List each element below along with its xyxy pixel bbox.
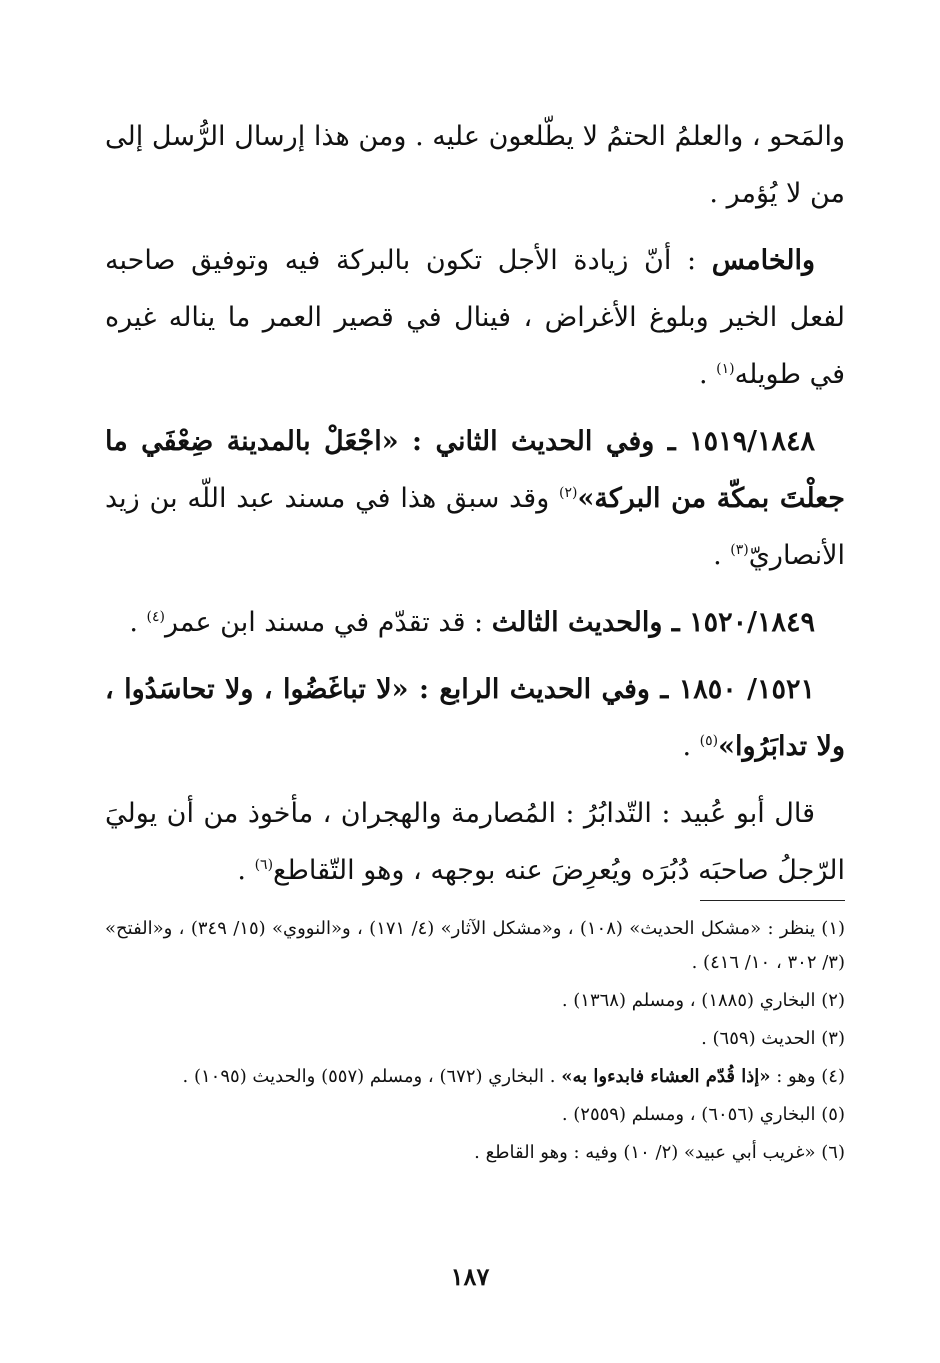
main-text: [105, 108, 845, 909]
footnote-ref-1[interactable]: (١): [716, 361, 735, 377]
paragraph-6: [105, 785, 845, 899]
hadith-1519-text: وقد سبق هذا في مسند عبد اللّه بن زيد الأنصاريّ: [105, 483, 845, 571]
footnote-ref-2[interactable]: (٢): [559, 485, 578, 501]
paragraph-5: [105, 661, 845, 775]
paragraph-3: [105, 413, 845, 584]
footnote-4: [105, 1060, 845, 1094]
paragraph-1-text: والمَحو ، والعلمُ الحتمُ لا يطّلعون عليه . ومن هذا إرسال الرُّسل إلى من لا يُؤمر .: [105, 121, 845, 209]
hadith-1519-end: .: [713, 540, 731, 571]
paragraph-2: [105, 232, 845, 403]
footnote-4-post: . البخاري (٦٧٢) ، ومسلم (٥٥٧) والحديث (١٠٩٥) .: [182, 1066, 562, 1087]
footnote-ref-5[interactable]: (٥): [699, 733, 719, 749]
footnote-2: (٢) البخاري (١٨٨٥) ، ومسلم (١٣٦٨) .: [561, 990, 845, 1011]
footnote-1: (١) ينظر : «مشكل الحديث» (١٠٨) ، و«مشكل الآثار» (٤/ ١٧١) ، و«النووي» (١٥/ ٣٤٩) ، و«الفتح» (٣/ ٣٠٢ ، ١٠/ ٤١٦) .: [105, 918, 846, 973]
hadith-1520-lead: ١٥٢٠/١٨٤٩ ـ والحديث الثالث: [491, 607, 815, 638]
page-number: ١٨٧: [450, 1262, 490, 1291]
hadith-1519-lead: ١٥١٩/١٨٤٨ ـ وفي الحديث الثاني : «اجْعَلْ بالمدينة ضِعْفَي ما جعلْتَ بمكّة من البركة»: [105, 426, 845, 514]
paragraph-1: [105, 108, 845, 222]
footnote-4-quote: «إذا قُدّم العشاء فابدءوا به»: [561, 1066, 771, 1087]
footnote-4-pre: (٤) وهو :: [770, 1066, 845, 1087]
footnote-ref-6[interactable]: (٦): [254, 857, 274, 873]
footnote-ref-4[interactable]: (٤): [146, 609, 165, 625]
hadith-1521-lead: ١٥٢١/ ١٨٥٠ ـ وفي الحديث الرابع : «لا تباغَضُوا ، ولا تحاسَدُوا ، ولا تدابَرُوا»: [105, 674, 845, 762]
paragraph-2-text: : أنّ زيادة الأجل تكون بالبركة فيه وتوفيق صاحبه لفعل الخير وبلوغ الأغراض ، فينال في قصير العمر ما يناله غيره في طويله: [105, 245, 845, 390]
hadith-1520-end: .: [129, 607, 147, 638]
footnote-ref-3[interactable]: (٣): [730, 542, 749, 558]
hadith-1521-end: .: [682, 731, 700, 762]
abu-ubaid-text: قال أبو عُبيد : التّدابُرُ : المُصارمة والهجران ، مأخوذ من أن يوليَ الرّجلُ صاحبَه دُبُرَه ويُعرِضَ عنه بوجهه ، وهو التّقاطع: [105, 798, 845, 886]
footnotes: [105, 912, 845, 1174]
abu-ubaid-end: .: [237, 855, 255, 886]
footnote-separator: [700, 900, 845, 901]
hadith-1520-text: : قد تقدّم في مسند ابن عمر: [164, 607, 492, 638]
footnote-3: (٣) الحديث (٦٥٩) .: [701, 1028, 845, 1049]
paragraph-2-end: .: [698, 359, 717, 390]
paragraph-2-lead: والخامس: [711, 245, 816, 276]
paragraph-4: [105, 594, 845, 651]
footnote-6: (٦) «غريب أبي عبيد» (٢/ ١٠) وفيه : وهو القاطع .: [474, 1142, 845, 1163]
footnote-5: (٥) البخاري (٦٠٥٦) ، ومسلم (٢٥٥٩) .: [561, 1104, 845, 1125]
